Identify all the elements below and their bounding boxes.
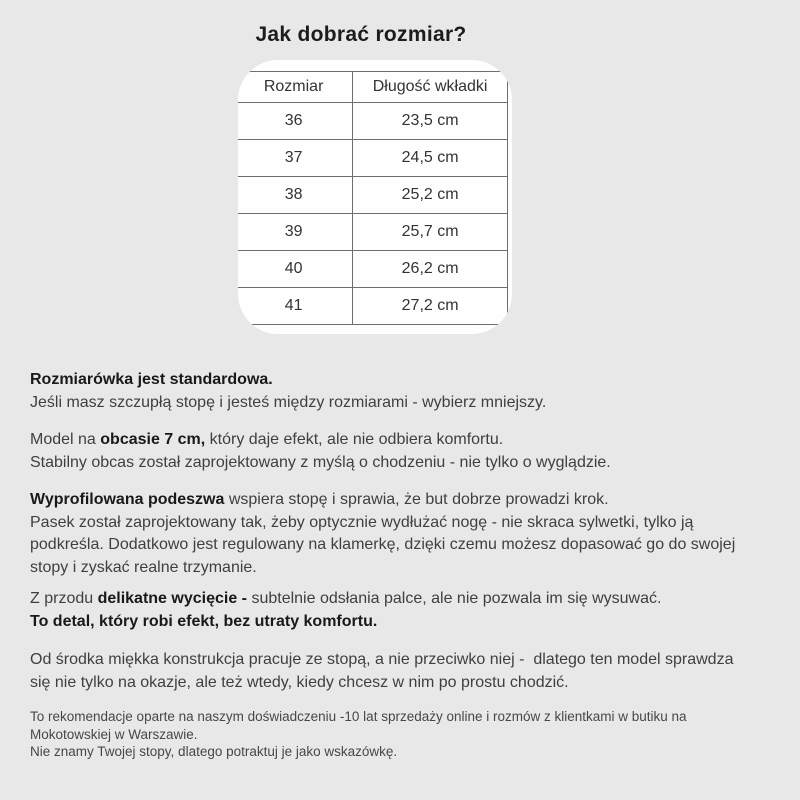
table-row [238,103,508,140]
bold-text: Rozmiarówka jest standardowa. [30,371,273,388]
text-line [30,392,546,415]
bold-text: obcasie 7 cm, [100,431,206,448]
insole-length-cell: 23,5 cm [353,103,508,140]
paragraph-sizing-standard [30,369,546,414]
insole-length-cell: 25,2 cm [353,177,508,214]
size-cell: 41 [238,288,353,325]
table-row [238,251,508,288]
table-row [238,214,508,251]
text-line [30,429,611,452]
regular-text: Model na [30,431,101,448]
size-table-header-row [238,72,508,103]
table-row [238,140,508,177]
insole-length-cell: 25,7 cm [353,214,508,251]
regular-text: Od środka miękka konstrukcja pracuje ze stopą, a nie przeciwko niej - dlatego ten model sprawdza [30,651,734,668]
regular-text: Stabilny obcas został zaprojektowany z myślą o chodzeniu - nie tylko o wyglądzie. [30,453,611,471]
table-row [238,177,508,214]
size-table [238,71,508,325]
size-table-card [238,60,512,334]
regular-text: który daje efekt, ale nie odbiera komfortu. [205,431,504,448]
size-cell: 36 [238,103,353,140]
table-row [238,288,508,325]
footnote-recommendations [30,708,687,761]
text-line [30,588,661,611]
bold-text: To detal, który robi efekt, bez utraty komfortu. [30,612,378,630]
regular-text: Pasek został zaprojektowany tak, żeby optycznie wydłużać nogę - nie skraca sylwetki, tylko ją [30,513,694,531]
size-cell: 39 [238,214,353,251]
page-title: Jak dobrać rozmiar? [255,23,467,46]
paragraph-toe-cutout [30,588,661,633]
insole-length-cell: 24,5 cm [353,140,508,177]
column-header-rozmiar: Rozmiar [238,72,353,103]
text-line: To rekomendacje oparte na naszym doświadczeniu -10 lat sprzedaży online i rozmów z klientkami w butiku na [30,709,687,724]
text-line: Mokotowskiej w Warszawie. [30,726,198,742]
text-line [30,489,735,512]
text-line: Nie znamy Twojej stopy, dlatego potraktuj je jako wskazówkę. [30,744,398,759]
bold-text: Wyprofilowana podeszwa [30,491,225,508]
text-line [30,649,733,672]
text-line [30,557,735,580]
text-line [30,369,546,392]
text-line [30,512,735,535]
paragraph-sole-strap [30,489,735,579]
regular-text: Z przodu [30,590,98,607]
text-line [30,611,661,634]
bold-text: delikatne wycięcie - [97,590,247,607]
paragraph-heel [30,429,611,474]
regular-text: Jeśli masz szczupłą stopę i jesteś między rozmiarami - wybierz mniejszy. [30,393,547,411]
text-line [30,534,735,557]
size-cell: 38 [238,177,353,214]
regular-text: podkreśla. Dodatkowo jest regulowany na klamerkę, dzięki czemu możesz dopasować go do swojej [30,536,736,553]
size-cell: 37 [238,140,353,177]
insole-length-cell: 26,2 cm [353,251,508,288]
regular-text: wspiera stopę i sprawia, że but dobrze prowadzi krok. [224,491,609,508]
text-line [30,672,733,695]
text-line [30,452,611,475]
insole-length-cell: 27,2 cm [353,288,508,325]
regular-text: się nie tylko na okazje, ale też wtedy, kiedy chcesz w nim po prostu chodzić. [30,673,569,691]
regular-text: stopy i zyskać realne trzymanie. [30,558,257,576]
regular-text: subtelnie odsłania palce, ale nie pozwala im się wysuwać. [247,590,662,607]
paragraph-comfort [30,649,733,694]
column-header-dlugosc-wkladki: Długość wkładki [353,72,508,103]
size-cell: 40 [238,251,353,288]
